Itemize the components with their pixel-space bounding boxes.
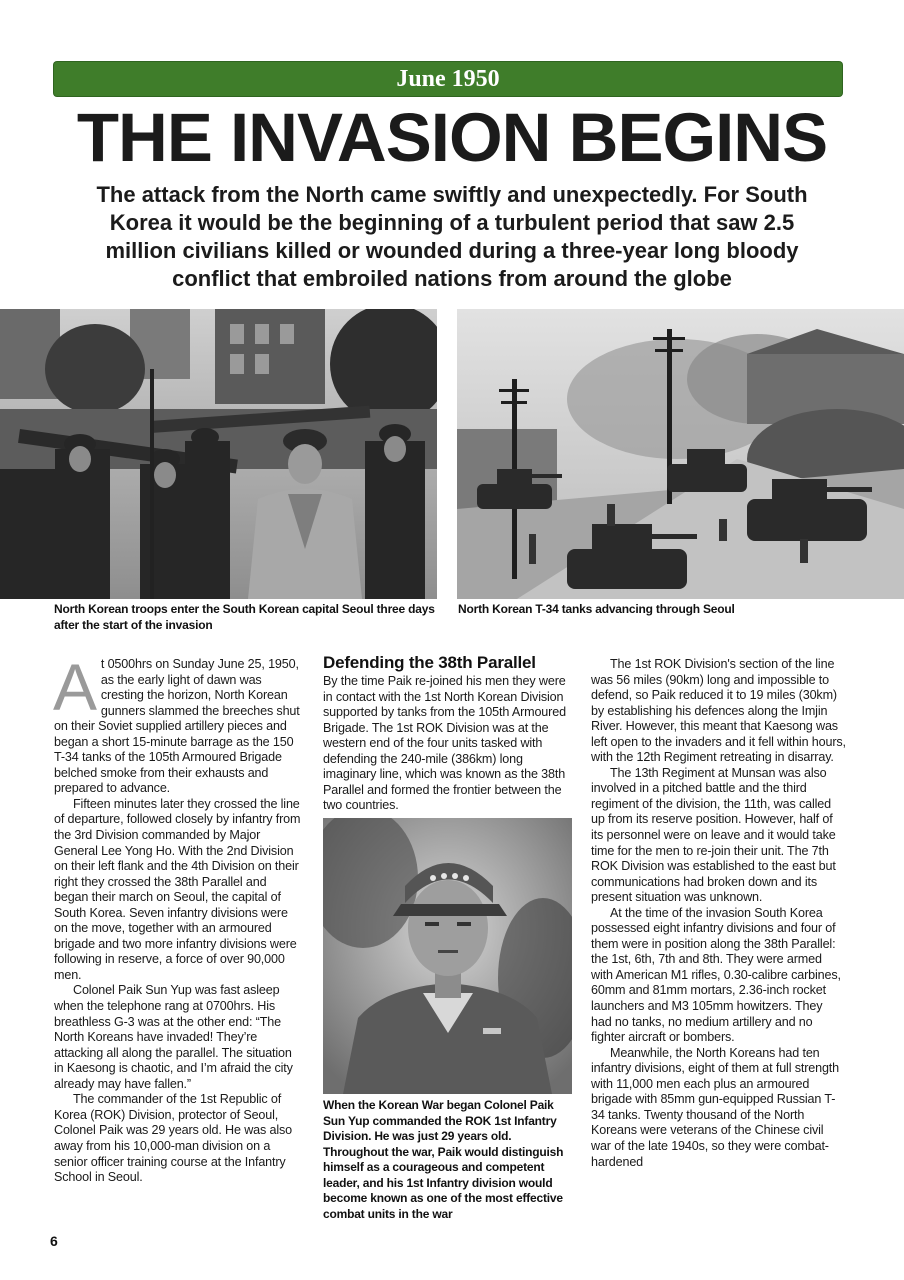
article-column-1 <box>53 650 304 1186</box>
section-subheading: Defending the 38th Parallel <box>323 653 536 672</box>
paragraph: Colonel Paik Sun Yup was fast asleep when the telephone rang at 0700hrs. His breathless G-3 was at the other end: “The North Koreans have invaded! They’re attacking all along the parallel. The situation in Kaesong is chaotic, and I’m afraid the city already may have fallen.” <box>54 983 293 1091</box>
paragraph: By the time Paik re-joined his men they were in contact with the 1st North Korean Division supported by tanks from the 105th Armoured Brigade. The 1st ROK Division was at the western end of the four units tasked with defending the 240-mile (386km) long imaginary line, which was known as the 38th Parallel and formed the frontier between the two countries. <box>323 674 566 813</box>
paragraph: Fifteen minutes later they crossed the line of departure, followed closely by infantry from the 3rd Division commanded by Major General Lee Yong Ho. With the 2nd Division on their left flank and the 4th Division on their right they crossed the 38th Parallel and began their march on Seoul, the capital of South Korea. Seven infantry divisions were on the move, together with an armoured brigade and two more infantry divisions were following in reserve, a force of over 90,000 men. <box>54 796 301 982</box>
paragraph: At the time of the invasion South Korea possessed eight infantry divisions and four of them were in position along the 38th Parallel: the 1st, 6th, 7th and 8th. They were armed with American M1 rifles, 0.30-calibre carbines, 60mm and 81mm mortars, 2.36-inch rocket launchers and M3 105mm howitzers. They had no tanks, no medium artillery and no fighter aircraft or bombers. <box>591 905 841 1045</box>
paragraph: The 1st ROK Division's section of the line was 56 miles (90km) long and impossible to defend, so Paik reduced it to 19 miles (30km) by establishing his defences along the Imjin River. However, this meant that Kaesong was left open to the invaders and it fell within hours, with the 12th Regiment retreating in disarray. <box>591 657 846 765</box>
paragraph: The commander of the 1st Republic of Korea (ROK) Division, protector of Seoul, Colonel Paik was 29 years old. He was also away from his 10,000-man division on a senior officer training course at the Infantry School in Seoul. <box>54 1092 292 1185</box>
tanks-photo <box>457 309 904 599</box>
standfirst: The attack from the North came swiftly and unexpectedly. For South Korea it would be the beginning of a turbulent period that saw 2.5 million civilians killed or wounded during a three-year long bloody conflict that embroiled nations from around the globe <box>96 182 808 291</box>
paragraph: t 0500hrs on Sunday June 25, 1950, as the early light of dawn was cresting the horizon, North Korean gunners slammed the breeches shut on their Soviet supplied artillery pieces and began a short 15-minute barrage as the 150 T-34 tanks of the 105th Armoured Brigade belched smoke from their exhausts and prepared to advance. <box>54 657 300 796</box>
page-number: 6 <box>50 1233 58 1249</box>
drop-cap: A <box>53 650 97 724</box>
paragraph: Meanwhile, the North Koreans had ten infantry divisions, eight of them at full strength with 11,000 men each plus an armoured brigade with 85mm gun-equipped Russian T-34 tanks. Twenty thousand of the North Koreans were veterans of the Chinese civil war of the late 1940s, so they were combat-hardened <box>591 1045 840 1169</box>
article-column-2 <box>323 653 573 814</box>
article-column-3 <box>591 657 846 1170</box>
portrait-photo-caption: When the Korean War began Colonel Paik Sun Yup commanded the ROK 1st Infantry Division. He was just 29 years old. Throughout the war, Paik would distinguish himself as a courageous and competent leader, and his 1st Infantry division would become known as one of the most effective combat units in the war <box>323 1098 564 1221</box>
troops-photo-caption: North Korean troops enter the South Korean capital Seoul three days after the start of the invasion <box>54 602 435 632</box>
page-headline: THE INVASION BEGINS <box>76 99 828 176</box>
troops-photo <box>0 309 437 599</box>
tanks-photo-caption: North Korean T-34 tanks advancing through Seoul <box>458 602 735 616</box>
portrait-photo <box>323 818 572 1094</box>
paragraph: The 13th Regiment at Munsan was also involved in a pitched battle and the third regiment of the division, the 11th, was called up from its reserve position. However, half of its personnel were on leave and it would take time for the men to re-join their unit. The 7th ROK Division was established to the east but communications had broken down and its present situation was unknown. <box>591 765 836 905</box>
date-label: June 1950 <box>396 66 500 92</box>
date-banner <box>54 62 842 96</box>
